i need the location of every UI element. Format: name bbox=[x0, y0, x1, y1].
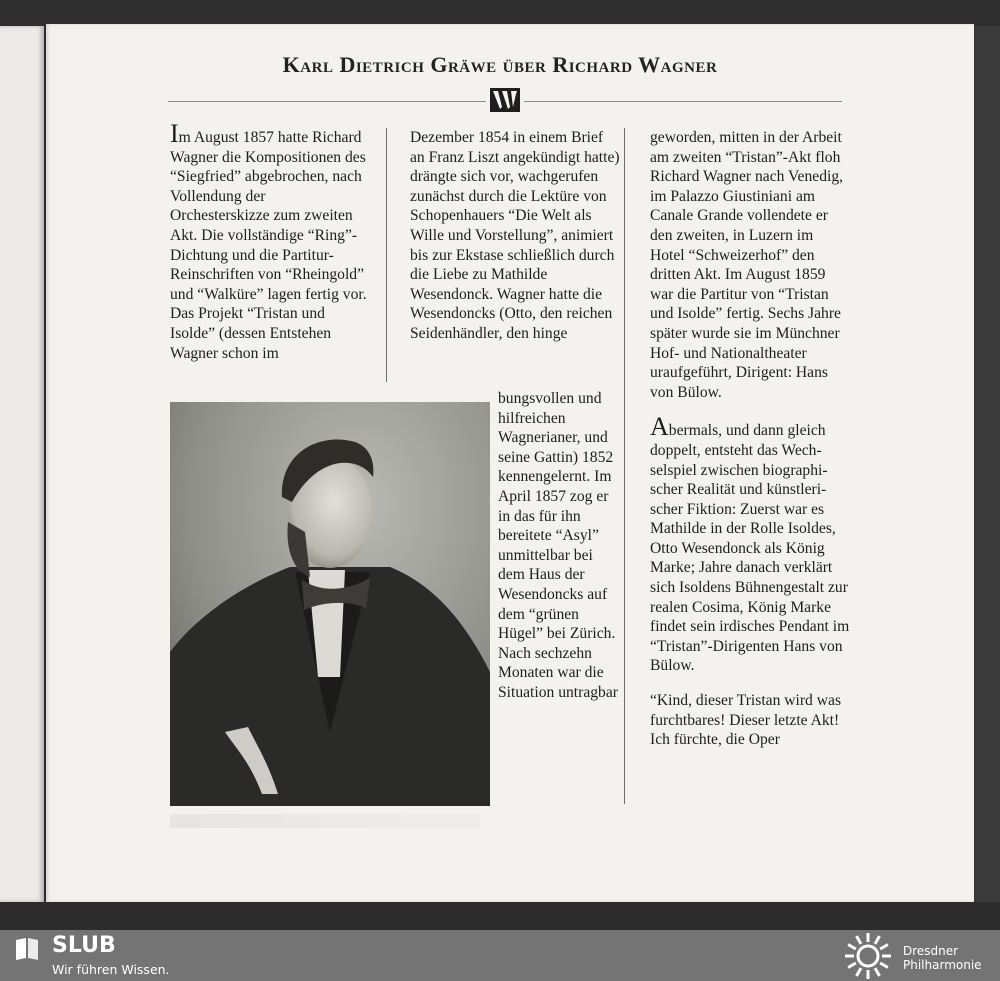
column-2-narrow-text: bungsvollen und hilfreichen Wagnerianer, und seine Gattin) 1852 kennengelernt. Im April 1857 zog er in das für ihn bereitete “Asyl” unmittelbar bei dem Haus der Wesendoncks auf dem “grünen Hügel” bei Zürich. Nach sechzehn Monaten war die Situation untragbar bbox=[498, 390, 618, 701]
partner-name-line-2: Philharmonie bbox=[903, 958, 982, 972]
library-name: SLUB bbox=[52, 933, 116, 958]
slub-book-icon bbox=[14, 936, 40, 960]
column-divider-1 bbox=[386, 128, 387, 382]
wagner-portrait-photo bbox=[170, 402, 490, 806]
column-divider-2 bbox=[624, 128, 625, 804]
dropcap: A bbox=[650, 412, 669, 442]
bleed-through-ghost bbox=[170, 814, 480, 828]
column-1-text: m August 1857 hatte Richard Wagner die Kompositionen des “Siegfried” abgebrochen, nach Vollendung der Orchesterskizze zum zweiten Akt. Die vollständige “Ring”-Dichtung und die Partitur-Reinschriften von “Rheingold” und “Walküre” lagen fertig vor. Das Projekt “Tristan und Isolde” (dessen Entstehen Wagner schon im bbox=[170, 129, 367, 362]
article-title: Karl Dietrich Gräwe über Richard Wagner bbox=[282, 52, 718, 77]
dropcap: I bbox=[170, 119, 179, 148]
sunburst-icon bbox=[842, 931, 894, 981]
text-column-3 bbox=[650, 128, 850, 750]
title-rule-left bbox=[168, 101, 486, 102]
facing-page-edge bbox=[0, 26, 44, 902]
column-3-paragraph-1: geworden, mitten in der Arbeit am zweiten “Tristan”-Akt floh Richard Wagner nach Venedig, im Palazzo Giustiniani am Canale Grande vollendete er den zweiten, in Luzern im Hotel “Schweizerhof” den dritten Akt. Im August 1859 war die Partitur von “Tristan und Isolde” fertig. Sechs Jahre später wurde sie im Münchner Hof- und Nationaltheater uraufgeführt, Dirigent: Hans von Bülow. bbox=[650, 129, 844, 401]
text-column-1 bbox=[170, 119, 368, 363]
partner-name-line-1: Dresdner bbox=[903, 944, 959, 958]
scan-edge bbox=[974, 26, 1000, 902]
text-column-2-narrow bbox=[498, 389, 618, 703]
wagner-w-icon bbox=[490, 88, 520, 112]
column-3-paragraph-2: bermals, und dann gleich doppelt, entsteht das Wechselspiel zwischen biographischer Realität und künstlerischer Fiktion: Zuerst war es Mathilde in der Rolle Isoldes, Otto Wesendonck als König Marke; Jahre danach verklärt sich Isoldens Bühnengestalt zur realen Cosima, König Marke findet sein irdisches Pendant im “Tristan”-Dirigenten Hans von Bülow. bbox=[650, 422, 850, 675]
library-tagline: Wir führen Wissen. bbox=[52, 962, 170, 977]
text-column-2 bbox=[410, 128, 620, 344]
column-2-text: Dezember 1854 in einem Brief an Franz Liszt angekündigt hatte) drängte sich vor, wachgerufen zunächst durch die Lektüre von Schopenhauers “Die Welt als Wille und Vorstellung”, animiert bis zur Ekstase schließlich durch die Liebe zu Mathilde Wesendonck. Wagner hatte die Wesendoncks (Otto, den reichen Seidenhändler, den hinge bbox=[410, 129, 620, 342]
partner-name bbox=[903, 944, 982, 972]
column-3-paragraph-3: “Kind, dieser Tristan wird was furchtbares! Dieser letzte Akt! Ich fürchte, die Oper bbox=[650, 692, 842, 749]
title-rule-right bbox=[524, 101, 842, 102]
scan-background bbox=[0, 0, 1000, 26]
